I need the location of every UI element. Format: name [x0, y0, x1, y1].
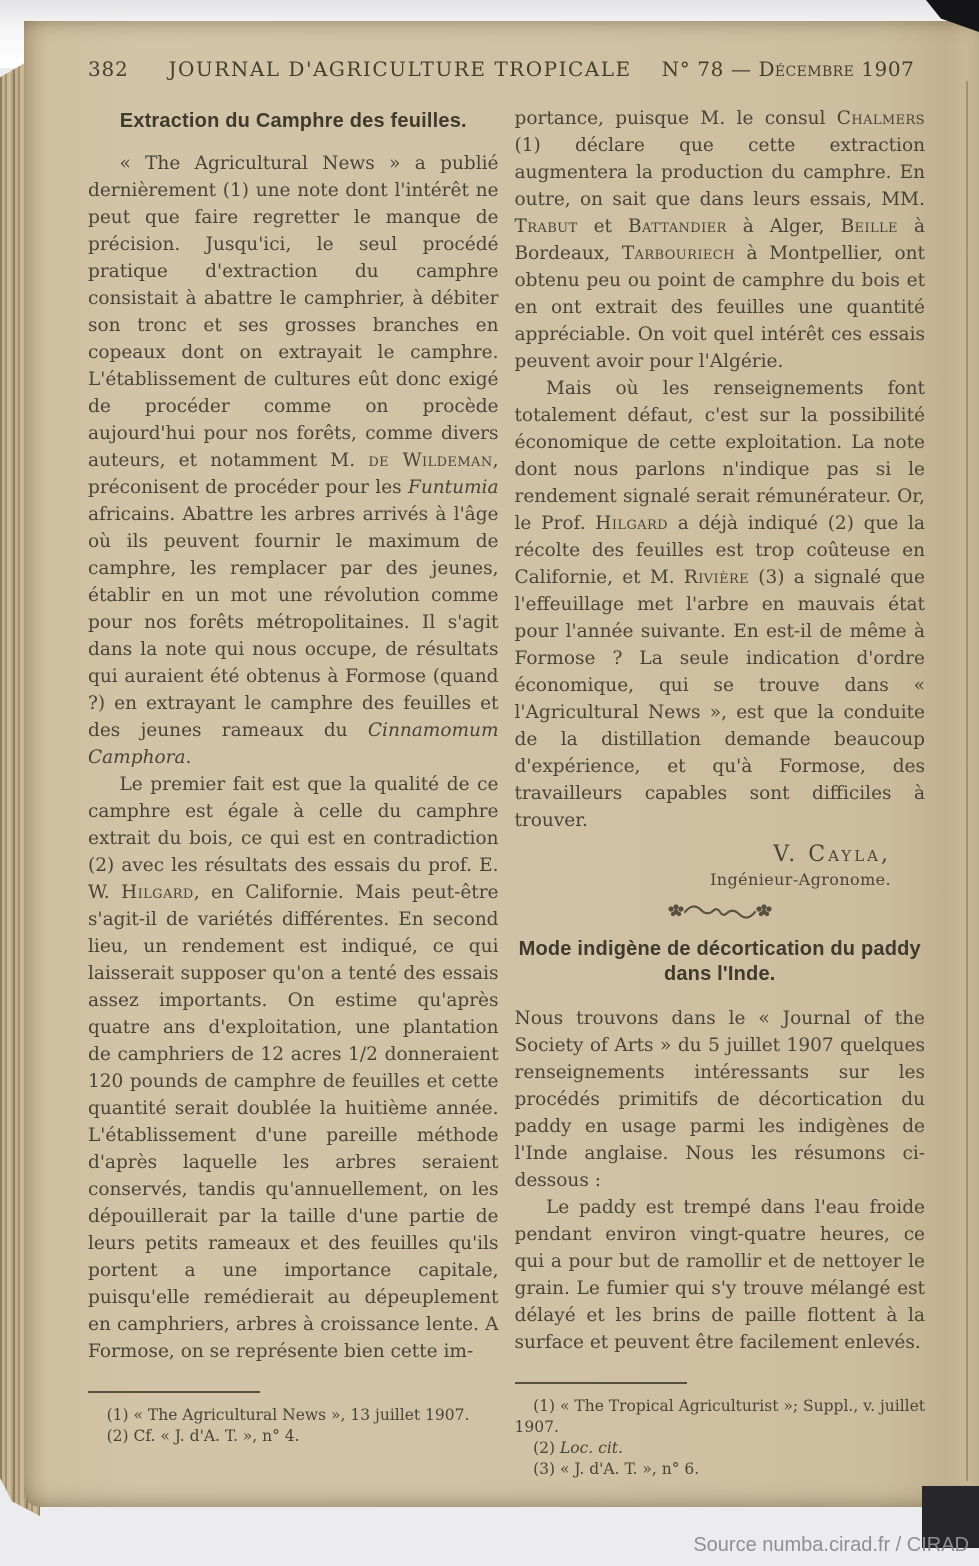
paragraph: portance, puisque M. le consul Chalmers (1) déclare que cette extraction augmentera la production du camphre. En outre, on sait que dans leurs essais, MM. Trabut et Battandier à Alger, Beille à Bordeaux, Tarbouriech à Montpellier, ont obtenu peu ou point de camphre du bois et en ont extrait des feuilles une quantité appréciable. On voit quel intérêt ces essais peuvent avoir pour l'Algérie.	[514, 108, 925, 372]
paragraph: Le premier fait est que la qualité de ce camphre est égale à celle du camphre extrait du bois, ce qui est en contradiction (2) avec les résultats des essais du prof. E. W. Hilgard, en Californie. Mais peut-être s'agit-il de variétés différentes. En second lieu, un rendement est indiqué, ce qui laisserait supposer qu'on a tenté des essais assez importants. On estime qu'après quatre ans d'exploitation, une plantation de camphriers de 12 acres 1/2 donneraient 120 pounds de camphre de feuilles et cette quantité serait doublée la huitième année. L'établissement d'une pareille méthode d'après laquelle les arbres seraient conservés, tandis qu'annuellement, on les dépouillerait par la taille d'une partie de leurs petits rameaux et des feuilles qu'ils portent a une importance capitale, puisqu'elle remédierait au dépeuplement en camphriers, arbres à croissance lente. A Formose, on se représente bien cette im-	[88, 774, 499, 1362]
source-credit-watermark: Source numba.cirad.fr / CIRAD	[693, 1534, 969, 1556]
article-paddy-paragraphs	[515, 1005, 926, 1356]
paragraph: Le paddy est trempé dans l'eau froide pendant environ vingt-quatre heures, ce qui a pour but de ramollir et de nettoyer le grain. Le fumier qui s'y trouve mélangé est délayé et les brins de paille flottent à la surface et peuvent être facilement enlevés.	[514, 1197, 925, 1353]
journal-title: JOURNAL D'AGRICULTURE TROPICALE	[168, 57, 632, 81]
footnote-list	[515, 1396, 926, 1480]
section-divider	[515, 901, 926, 927]
signature-name: V. Cayla,	[773, 842, 891, 867]
footnote-item: (2) Cf. « J. d'A. T. », n° 4.	[106, 1426, 300, 1445]
article-camphre-left-paragraphs	[88, 150, 499, 1365]
article-camphre-right-paragraphs	[515, 105, 926, 834]
two-column-text	[88, 105, 925, 1480]
footnotes-right	[515, 1382, 926, 1480]
column-left	[88, 105, 499, 1480]
issue-label: N° 78 — Décembre 1907	[661, 57, 915, 81]
footnote-item: (1) « The Tropical Agriculturist »; Suppl., v. juillet 1907.	[514, 1397, 926, 1436]
article-paddy-heading: Mode indigène de décortication du paddy dans l'Inde.	[518, 938, 921, 985]
footnote-list	[88, 1405, 499, 1447]
paper-page	[24, 21, 979, 1507]
paragraph: Mais où les renseignements font totalement défaut, c'est sur la possibilité économique de cette exploitation. La note dont nous parlons n'indique pas si le rendement signalé serait rémunérateur. Or, le Prof. Hilgard a déjà indiqué (2) que la récolte des feuilles est trop coûteuse en Californie, et M. Rivière (3) a signalé que l'effeuillage met l'arbre en mauvais état pour l'année suivante. En est-il de même à Formose ? La seule indication d'ordre économique, qui se trouve dans « l'Agricultural News », est que la conduite de la distillation demande beaucoup d'expérience, et qu'à Formose, des travailleurs capables sont difficiles à trouver.	[514, 378, 925, 831]
column-right	[515, 105, 926, 1480]
footnote-item: (1) « The Agricultural News », 13 juillet 1907.	[106, 1406, 470, 1424]
paragraph: Nous trouvons dans le « Journal of the Society of Arts » du 5 juillet 1907 quelques renseignements intéressants sur les procédés primitifs de décortication du paddy en usage parmi les indigènes de l'Inde anglaise. Nous les résumons ci-dessous :	[514, 1008, 925, 1191]
page-content	[24, 21, 979, 1480]
running-header	[88, 57, 925, 81]
footnote-rule	[515, 1382, 687, 1384]
footnote-item: (2) Loc. cit.	[533, 1438, 623, 1457]
signature-role: Ingénieur-Agronome.	[710, 870, 891, 889]
header-title-group	[158, 57, 925, 81]
footnotes-left	[88, 1391, 499, 1447]
fleuron-ornament-icon	[661, 901, 779, 923]
page-number: 382	[88, 57, 129, 81]
article-signature	[515, 842, 892, 889]
footnote-item: (3) « J. d'A. T. », n° 6.	[533, 1459, 700, 1478]
article-camphre-heading: Extraction du Camphre des feuilles.	[119, 110, 467, 132]
footnote-rule	[88, 1391, 260, 1393]
paragraph: « The Agricultural News » a publié dernièrement (1) une note dont l'intérêt ne peut que faire regretter le manque de précision. Jusqu'ici, le seul procédé pratique d'extraction du camphre consistait à abattre le camphrier, à débiter son tronc et ses grosses branches en copeaux dont on extrayait le camphre. L'établissement de cultures eût donc exigé de procéder comme on procède aujourd'hui pour nos forêts, comme divers auteurs, et notamment M. de Wildeman, préconisent de procéder pour les Funtumia africains. Abattre les arbres arrivés à l'âge où ils peuvent fournir le maximum de camphre, les remplacer par des jeunes, établir en un mot une révolution comme pour nos forêts métropolitaines. Il s'agit dans la note qui nous occupe, de résultats qui auraient été obtenus à Formose (quand ?) en extrayant le camphre des feuilles et des jeunes rameaux du Cinnamomum Camphora.	[88, 153, 499, 768]
